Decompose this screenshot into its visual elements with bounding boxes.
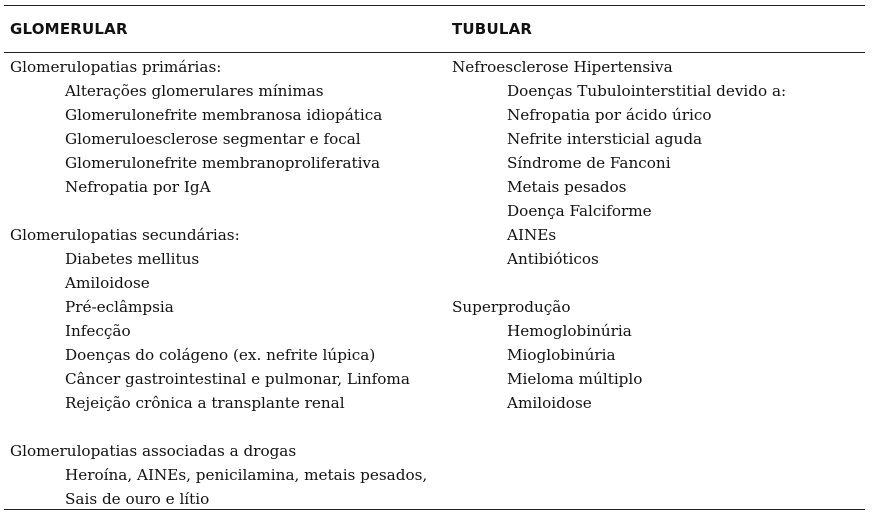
bottom-rule <box>4 509 865 510</box>
header-glomerular: GLOMERULAR <box>10 20 128 38</box>
list-item: Sais de ouro e lítio <box>65 490 210 508</box>
list-item: Alterações glomerulares mínimas <box>65 82 324 100</box>
list-item: Doenças do colágeno (ex. nefrite lúpica) <box>65 346 376 364</box>
subsection-title-doencas: Doenças Tubulointerstitial devido a: <box>507 82 787 100</box>
list-item: Nefropatia por ácido úrico <box>507 106 712 124</box>
header-rule <box>4 52 865 53</box>
list-item: Pré-eclâmpsia <box>65 298 174 316</box>
glomerular-column <box>10 55 440 511</box>
list-item: Nefrite intersticial aguda <box>507 130 703 148</box>
list-item: Hemoglobinúria <box>507 322 632 340</box>
list-item: Amiloidose <box>65 274 150 292</box>
list-item: Câncer gastrointestinal e pulmonar, Linfoma <box>65 370 410 388</box>
list-item: Antibióticos <box>507 250 599 268</box>
list-item: AINEs <box>507 226 557 244</box>
list-item: Mieloma múltiplo <box>507 370 643 388</box>
list-item: Mioglobinúria <box>507 346 616 364</box>
section-title-primarias: Glomerulopatias primárias: <box>10 58 222 76</box>
spacer <box>10 199 440 223</box>
list-item: Doença Falciforme <box>507 202 652 220</box>
spacer <box>10 415 440 439</box>
list-item: Nefropatia por IgA <box>65 178 211 196</box>
tubular-column <box>452 55 862 415</box>
section-title-drogas: Glomerulopatias associadas a drogas <box>10 442 297 460</box>
list-item: Diabetes mellitus <box>65 250 200 268</box>
classification-table <box>4 4 865 510</box>
section-title-nefroesclerose: Nefroesclerose Hipertensiva <box>452 58 673 76</box>
top-rule <box>4 5 865 6</box>
section-title-superproducao: Superprodução <box>452 298 571 316</box>
list-item: Síndrome de Fanconi <box>507 154 671 172</box>
spacer <box>452 271 862 295</box>
list-item: Glomerulonefrite membranosa idiopática <box>65 106 383 124</box>
list-item: Heroína, AINEs, penicilamina, metais pesados, <box>65 466 428 484</box>
list-item: Infecção <box>65 322 131 340</box>
list-item: Glomerulonefrite membranoproliferativa <box>65 154 381 172</box>
list-item: Metais pesados <box>507 178 627 196</box>
list-item: Rejeição crônica a transplante renal <box>65 394 345 412</box>
list-item: Amiloidose <box>507 394 592 412</box>
section-title-secundarias: Glomerulopatias secundárias: <box>10 226 240 244</box>
header-tubular: TUBULAR <box>452 20 533 38</box>
list-item: Glomeruloesclerose segmentar e focal <box>65 130 361 148</box>
